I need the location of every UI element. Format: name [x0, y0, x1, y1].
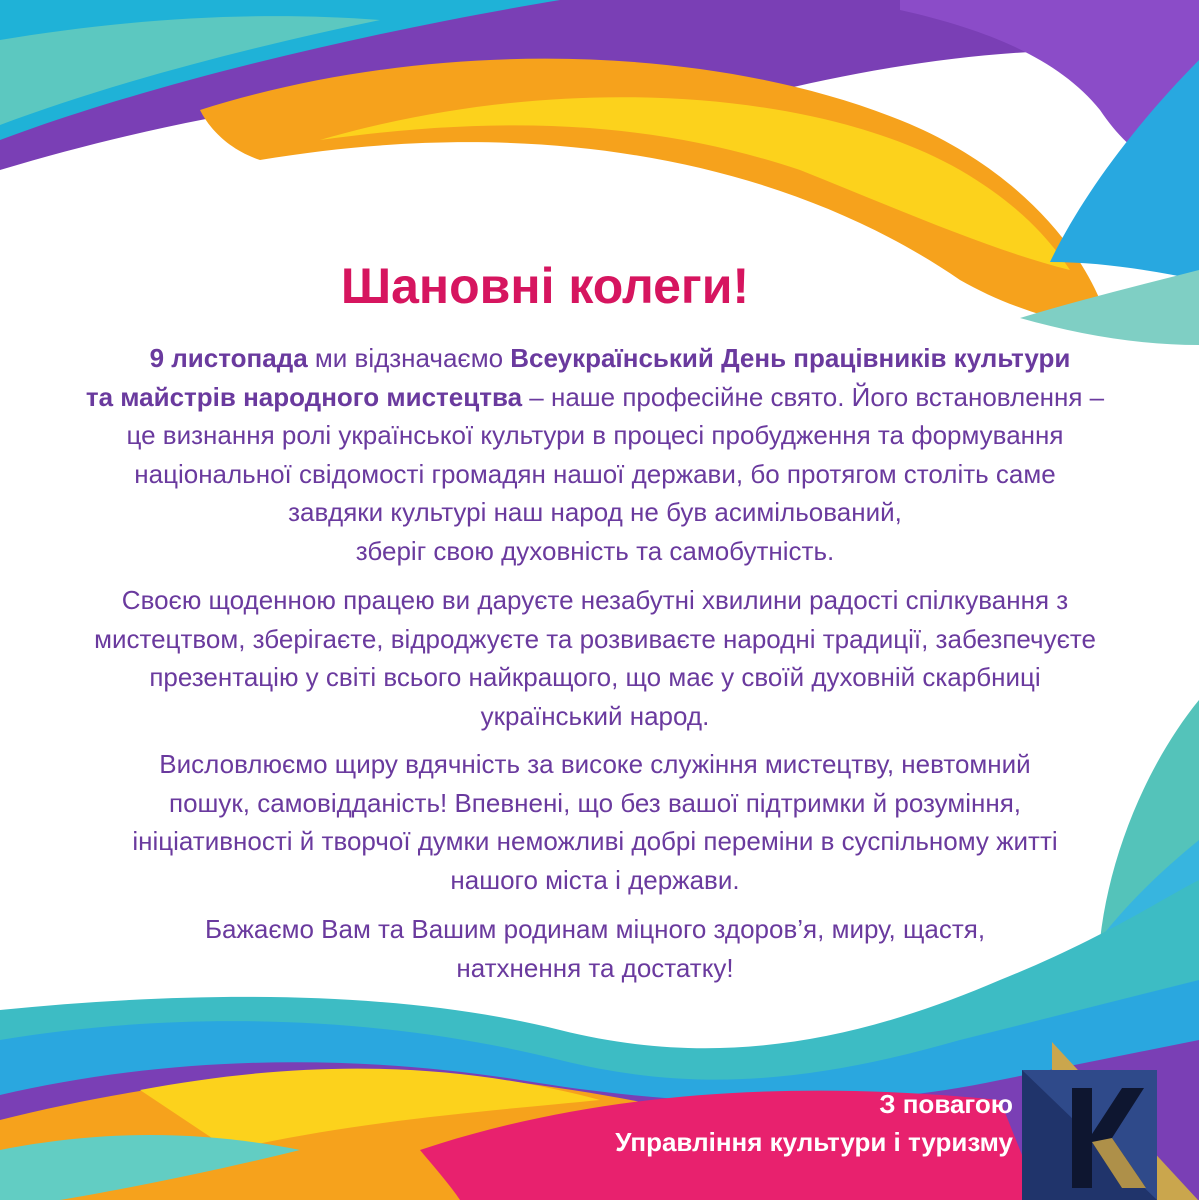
holiday-name: Всеукраїнський День працівників культури — [510, 343, 1071, 373]
paragraph-gratitude — [30, 745, 1160, 899]
paragraph-line: пошук, самовідданість! Впевнені, що без вашої підтримки й розуміння, — [169, 787, 1021, 818]
paragraph-wishes — [30, 910, 1160, 987]
paragraph-line: Висловлюємо щиру вдячність за високе служіння мистецтву, невтомний — [159, 749, 1031, 779]
paragraph-line: Бажаємо Вам та Вашим родинам міцного здоров’я, миру, щастя, — [204, 914, 986, 944]
paragraph-line: національної свідомості громадян нашої держави, бо протягом століть саме — [134, 458, 1056, 489]
signature-department: Управління культури і туризму — [615, 1127, 1013, 1157]
paragraph-line: натхнення та достатку! — [456, 952, 734, 983]
paragraph-line: це визнання ролі української культури в процесі пробудження та формування — [126, 420, 1064, 450]
signature-regards: З повагою — [879, 1089, 1013, 1119]
paragraph-line: український народ. — [480, 700, 710, 731]
paragraph-holiday — [30, 339, 1160, 570]
paragraph-line: Своєю щоденною працею ви даруєте незабутні хвилини радості спілкування з — [121, 585, 1069, 615]
paragraph-daily-work — [25, 581, 1165, 735]
holiday-name-continued: та майстрів народного мистецтва — [85, 381, 523, 412]
greeting-title: Шановні колеги! — [340, 258, 750, 314]
paragraph-line: зберіг свою духовність та самобутність. — [355, 535, 835, 566]
paragraph-text: – наше професійне свято. Його встановлення – — [522, 381, 1105, 412]
k-letter-logo-icon — [1022, 1042, 1198, 1200]
paragraph-line: ініціативності й творчої думки неможливі добрі переміни в суспільному житті — [132, 826, 1058, 856]
paragraph-line: мистецтвом, зберігаєте, відроджуєте та розвиваєте народні традиції, забезпечуєте — [94, 623, 1096, 654]
paragraph-line: завдяки культурі наш народ не був асимільований, — [288, 497, 902, 527]
paragraph-line: нашого міста і держави. — [450, 864, 740, 895]
holiday-date: 9 листопада — [149, 343, 308, 373]
paragraph-text: ми відзначаємо — [307, 343, 511, 373]
paragraph-line: презентацію у світі всього найкращого, що має у своїй духовній скарбниці — [149, 662, 1041, 692]
